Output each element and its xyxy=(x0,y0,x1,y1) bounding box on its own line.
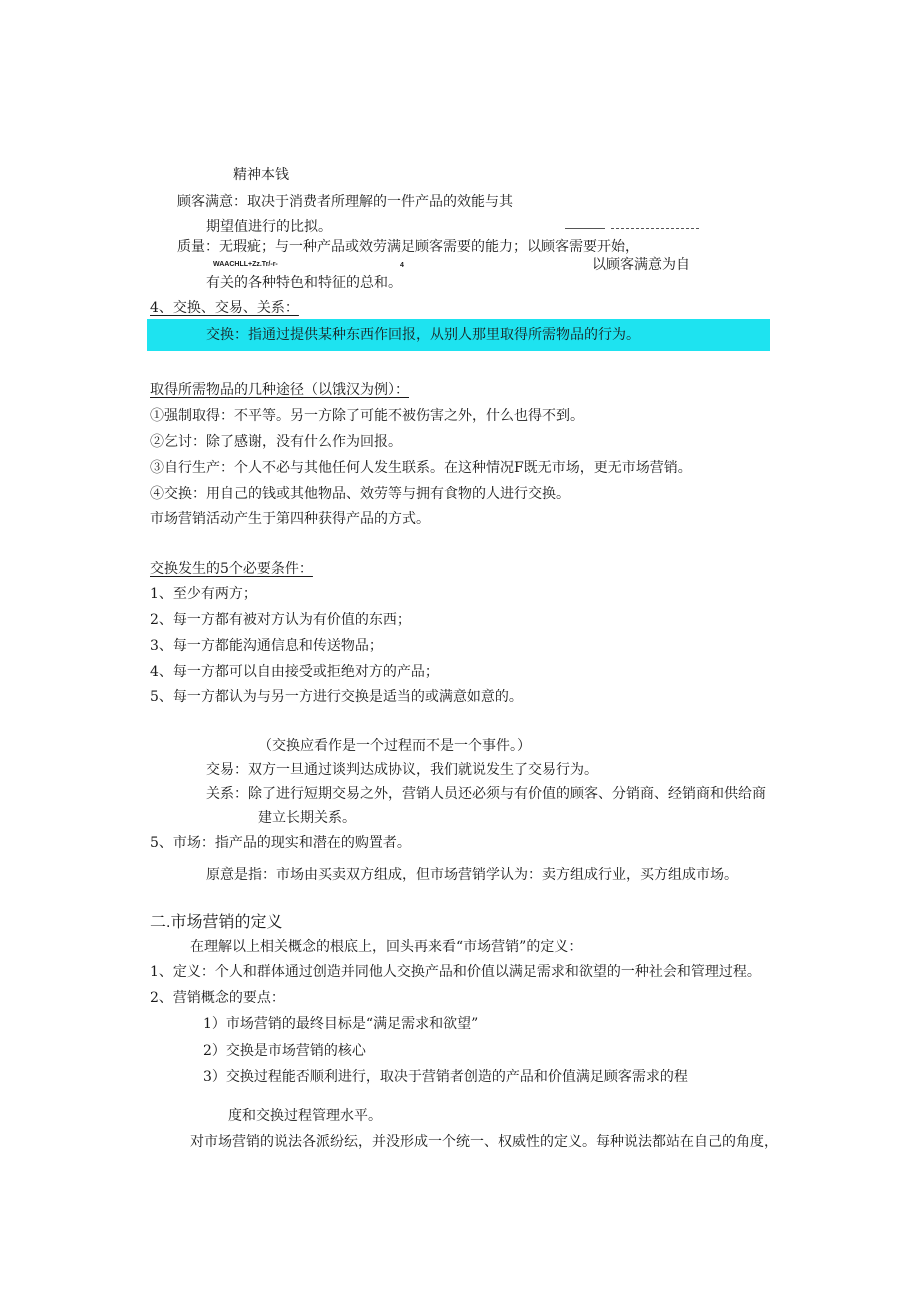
text-line: 1、定义：个人和群体通过创造并同他人交换产品和价值以满足需求和欲望的一种社会和管理过程。 xyxy=(150,964,761,980)
list-item: ④交换：用自己的钱或其他物品、效劳等与拥有食物的人进行交换。 xyxy=(150,486,570,502)
list-item-continuation: 度和交换过程管理水平。 xyxy=(228,1108,382,1124)
list-item: 3）交换过程能否顺利进行，取决于营销者创造的产品和价值满足顾客需求的程 xyxy=(203,1069,688,1085)
text-line: 对市场营销的说法各派纷纭，并没形成一个统一、权威性的定义。每种说法都站在自己的角度， xyxy=(190,1134,778,1150)
text-line: 市场营销活动产生于第四种获得产品的方式。 xyxy=(150,511,430,527)
text-line: （交换应看作是一个过程而不是一个事件。） xyxy=(258,738,531,754)
dash-rule xyxy=(611,228,699,229)
garbled-text: WAACHLL+Zz.Tr/-r- xyxy=(213,261,278,268)
subsection-heading: 取得所需物品的几种途径（以饿汉为例）： xyxy=(150,382,409,398)
garbled-text: 4 xyxy=(400,262,404,269)
list-item: 1）市场营销的最终目标是“满足需求和欲望” xyxy=(203,1016,479,1032)
list-item: 4、每一方都可以自由接受或拒绝对方的产品； xyxy=(150,664,439,680)
list-item: 5、每一方都认为与另一方进行交换是适当的或满意如意的。 xyxy=(150,689,523,705)
list-item: 2、每一方都有被对方认为有价值的东西； xyxy=(150,612,411,628)
text-line: 顾客满意：取决于消费者所理解的一件产品的效能与其 xyxy=(177,194,513,210)
chapter-heading: 二.市场营销的定义 xyxy=(150,914,283,931)
section-heading: 5、市场：指产品的现实和潜在的购置者。 xyxy=(150,835,411,851)
text-line: 原意是指：市场由买卖双方组成，但市场营销学认为：卖方组成行业，买方组成市场。 xyxy=(206,867,738,883)
text-line: 交易：双方一旦通过谈判达成协议，我们就说发生了交易行为。 xyxy=(206,762,598,778)
list-item: ③自行生产：个人不必与其他任何人发生联系。在这种情况F既无市场，更无市场营销。 xyxy=(150,460,692,476)
section-heading: 4、交换、交易、关系： xyxy=(150,300,299,316)
text-line: 建立长期关系。 xyxy=(258,810,356,826)
list-item: 3、每一方都能沟通信息和传送物品； xyxy=(150,638,383,654)
text-line: 有关的各种特色和特征的总和。 xyxy=(206,275,402,291)
text-line: 精神本钱 xyxy=(233,167,289,183)
text-line: 期望值进行的比拟。 xyxy=(206,219,332,235)
text-line: 以顾客满意为自 xyxy=(592,257,690,273)
highlighted-line: 交换：指通过提供某种东西作回报，从别人那里取得所需物品的行为。 xyxy=(206,327,640,343)
dash-rule xyxy=(565,228,605,229)
text-line: 在理解以上相关概念的根底上，回头再来看“市场营销”的定义： xyxy=(190,939,583,955)
text-line: 关系：除了进行短期交易之外，营销人员还必须与有价值的顾客、分销商、经销商和供给商 xyxy=(206,786,766,802)
text-line: 2、营销概念的要点： xyxy=(150,990,285,1006)
subsection-heading: 交换发生的5个必要条件： xyxy=(150,561,313,577)
list-item: 2）交换是市场营销的核心 xyxy=(203,1043,366,1059)
list-item: ①强制取得：不平等。另一方除了可能不被伤害之外，什么也得不到。 xyxy=(150,408,584,424)
list-item: ②乞讨：除了感谢，没有什么作为回报。 xyxy=(150,434,402,450)
text-line: 质量：无瑕疵；与一种产品或效劳满足顾客需要的能力；以顾客需要开始， xyxy=(177,239,639,255)
list-item: 1、至少有两方； xyxy=(150,586,257,602)
